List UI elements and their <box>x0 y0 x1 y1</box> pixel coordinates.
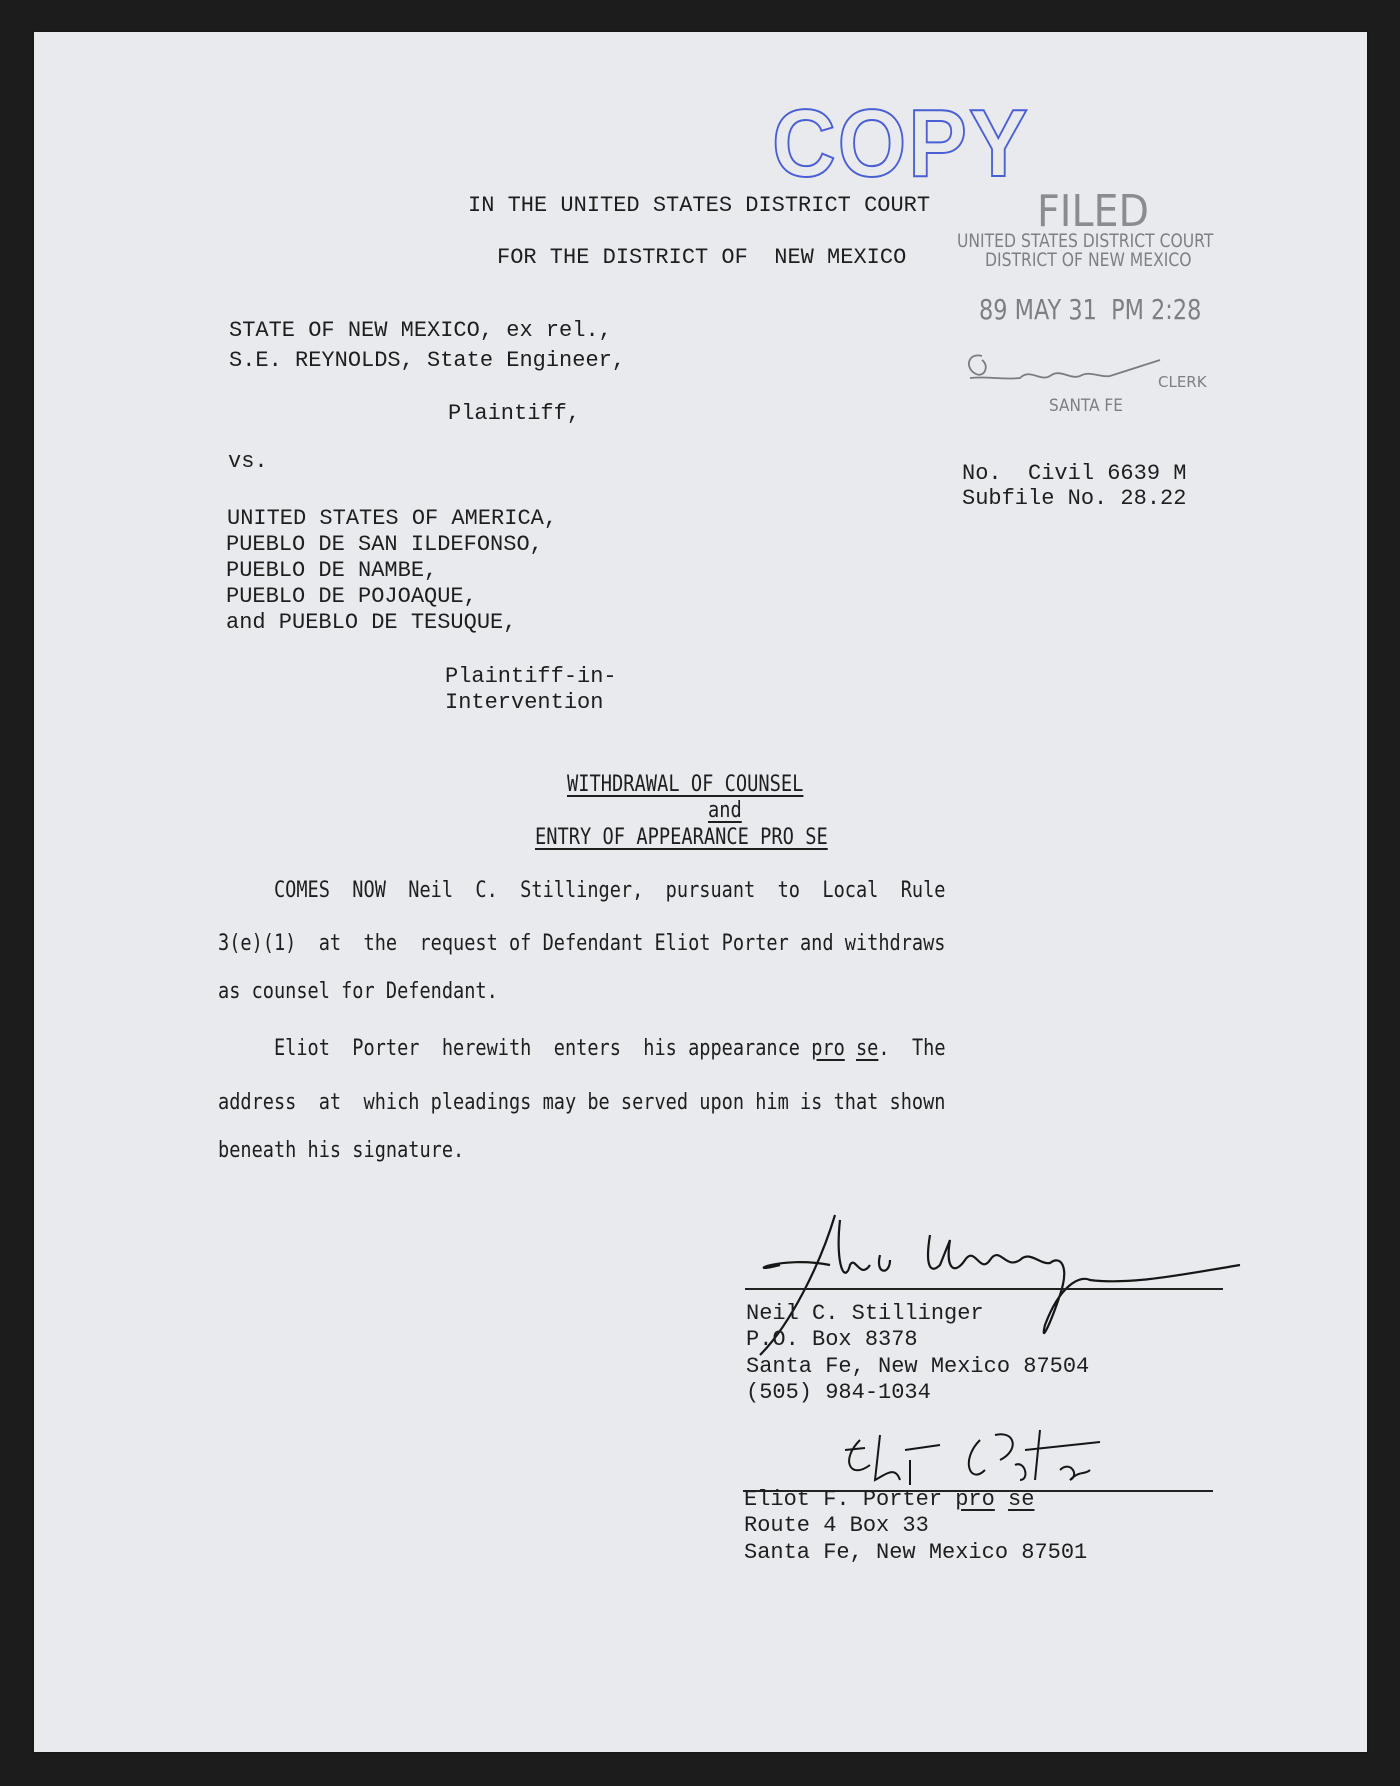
plaintiff-line-1: STATE OF NEW MEXICO, ex rel., <box>229 318 612 343</box>
defendant-line-4: PUEBLO DE POJOAQUE, <box>226 584 477 609</box>
clerk-label: CLERK <box>1158 373 1207 391</box>
defendant-line-3: PUEBLO DE NAMBE, <box>226 558 438 583</box>
defendant-address2: Santa Fe, New Mexico 87501 <box>744 1540 1088 1565</box>
plaintiff-role: Plaintiff, <box>448 401 581 426</box>
defendant-line-5: and PUEBLO DE TESUQUE, <box>226 610 517 635</box>
intervenor-role-2: Intervention <box>445 690 604 715</box>
defendant-pro: pro <box>955 1487 995 1512</box>
counsel-address2: Santa Fe, New Mexico 87504 <box>746 1354 1090 1379</box>
defendant-name: Eliot F. Porter <box>744 1487 956 1512</box>
versus: vs. <box>228 449 268 474</box>
counsel-phone: (505) 984-1034 <box>746 1380 931 1405</box>
body-p1-line1: COMES NOW Neil C. Stillinger, pursuant to Local Rule <box>218 878 946 903</box>
court-heading-line1: IN THE UNITED STATES DISTRICT COURT <box>468 193 931 218</box>
doc-title-line2: and <box>708 798 742 823</box>
body-p2-text-end: . The <box>878 1036 946 1061</box>
filed-stamp-court: UNITED STATES DISTRICT COURT <box>957 230 1214 252</box>
pro-se-emphasis-pro: pro <box>811 1036 845 1061</box>
body-p1-line2: 3(e)(1) at the request of Defendant Eliot Porter and withdraws <box>218 931 946 956</box>
copy-stamp: COPY <box>772 90 1030 197</box>
defendant-line-2: PUEBLO DE SAN ILDEFONSO, <box>226 532 543 557</box>
clerk-signature-icon <box>960 348 1160 398</box>
filed-stamp-datetime: 89 MAY 31 PM 2:28 <box>979 293 1202 326</box>
clerk-location: SANTA FE <box>1049 396 1123 416</box>
doc-title-line3: ENTRY OF APPEARANCE PRO SE <box>535 825 828 850</box>
pro-se-emphasis-se: se <box>855 1036 879 1061</box>
doc-title-line1: WITHDRAWAL OF COUNSEL <box>567 772 804 797</box>
body-p2-line3: beneath his signature. <box>218 1138 465 1163</box>
filed-stamp-title: FILED <box>1037 186 1150 237</box>
space <box>845 1036 856 1061</box>
body-p2-line2: address at which pleadings may be served upon him is that shown <box>218 1090 946 1115</box>
subfile-number: Subfile No. 28.22 <box>962 486 1187 511</box>
body-p2-text: Eliot Porter herewith enters his appearance <box>218 1036 812 1061</box>
intervenor-role-1: Plaintiff-in- <box>445 664 617 689</box>
counsel-name: Neil C. Stillinger <box>746 1301 984 1326</box>
case-number: No. Civil 6639 M <box>962 461 1187 486</box>
counsel-address1: P.O. Box 8378 <box>746 1327 918 1352</box>
defendant-line-1: UNITED STATES OF AMERICA, <box>227 506 558 531</box>
plaintiff-line-2: S.E. REYNOLDS, State Engineer, <box>229 348 626 373</box>
body-p1-line3: as counsel for Defendant. <box>218 979 498 1004</box>
defendant-address1: Route 4 Box 33 <box>744 1513 929 1538</box>
defendant-name-line <box>744 1489 1034 1511</box>
body-p2-line1 <box>218 1038 946 1060</box>
filed-stamp-district: DISTRICT OF NEW MEXICO <box>985 249 1192 271</box>
counsel-signature-line <box>745 1288 1223 1290</box>
defendant-se: se <box>1008 1487 1035 1512</box>
court-heading-line2: FOR THE DISTRICT OF NEW MEXICO <box>497 245 907 270</box>
